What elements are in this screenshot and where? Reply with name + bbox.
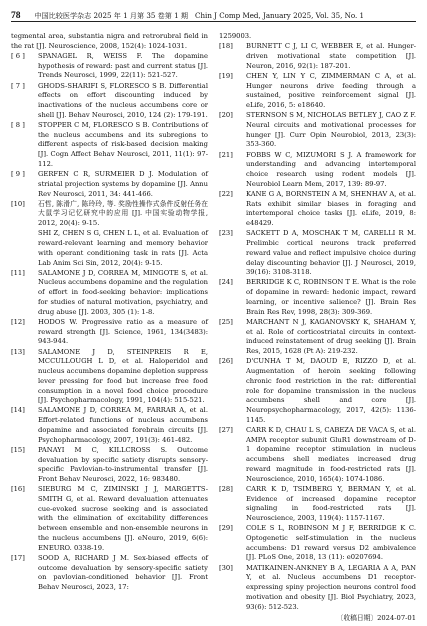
reference-number: [19] xyxy=(219,71,233,80)
reference-number: [27] xyxy=(219,425,233,434)
reference-text: 石哲, 陈滑广, 陈玲玲, 等. 奖励性操作式条件反射任务在大鼠学习记忆研究中的应用 [J]. 中国实验动物学报, 2012, 20(4): 9-15. xyxy=(38,199,208,228)
reference-entry xyxy=(219,318,416,357)
reference-number: [23] xyxy=(219,229,233,238)
reference-text: CHEN Y, LIN Y C, ZIMMERMAN C A, et al. Hunger neurons drive feeding through a sustained, positive reinforcement signal [J]. eLife, 2016, 5: e18640. xyxy=(246,71,416,110)
reference-text: SPANAGEL R, WEISS F. The dopamine hypothesis of reward: past and current status [J]. Trends Neurosci, 1999, 22(11): 521-527. xyxy=(38,51,208,80)
reference-entry xyxy=(219,42,416,71)
reference-entry xyxy=(219,72,416,111)
reference-text: GERFEN C R, SURMEIER D J. Modulation of striatal projection systems by dopamine [J]. Annu Rev Neurosci, 2011, 34: 441-466. xyxy=(38,170,208,198)
reference-entry xyxy=(219,229,416,278)
reference-entry xyxy=(11,446,208,485)
reference-entry xyxy=(11,269,208,318)
references-left-column xyxy=(11,32,208,593)
reference-entry xyxy=(219,111,416,150)
reference-entry xyxy=(219,357,416,425)
reference-number: [16] xyxy=(11,485,25,494)
reference-entry xyxy=(11,200,208,229)
reference-entry xyxy=(11,485,208,553)
page-number: 78 xyxy=(11,11,21,21)
reference-number: [24] xyxy=(219,278,233,287)
reference-text: SALAMONE J D, CORREA M, MINGOTE S, et al. Nucleus accumbens dopamine and the regulation of effort in food-seeking behavior: implications for studies of natural motivation, psychiatry, and drug abuse [J]. 2003, 305 (1): 1-8. xyxy=(38,268,208,316)
reference-list-right xyxy=(219,32,416,612)
reference-text: SALAMONE J D, CORREA M, FARRAR A, et al. Effort-related functions of nucleus accumbens dopamine and associated forebrain circuits [J]. Psychopharmacology, 2007, 191(3): 461-482. xyxy=(38,406,208,444)
reference-entry xyxy=(219,190,416,229)
reference-text: SIEBURG M C, ZIMINSKI J J, MARGETTS-SMITH G, et al. Reward devaluation attenuates cue-evoked sucrose seeking and is associated with the elimination of excitability differences between ensemble and non-ensemble neurons in the nucleus accumbens [J]. eNeuro, 2019, 6(6): ENEURO. 0338-19. xyxy=(38,485,208,552)
reference-number: [ 8 ] xyxy=(11,120,25,129)
reference-text: FOBBS W C, MIZUMORI S J. A framework for understanding and advancing intertemporal choice research using rodent models [J]. Neurobiol Learn Mem, 2017, 139: 89-97. xyxy=(246,150,416,188)
reference-text: MARCHANT N J, KAGANOVSKY K, SHAHAM Y, et al. Role of corticostriatal circuits in context-induced reinstatement of drug seeking [J]. Brain Res, 2015, 1628 (Pt A): 219-232. xyxy=(246,317,416,356)
reference-entry xyxy=(219,32,416,42)
reference-number: [17] xyxy=(11,553,25,562)
reference-text: SOOD A, RICHARD J M. Sex-biased effects of outcome devaluation by sensory-specific satiety on pavlovian-conditioned behavior [J]. Front Behav Neurosci, 2023, 17: xyxy=(38,553,208,592)
reference-text: BURNETT C J, LI C, WEBBER E, et al. Hunger-driven motivational state competition [J]. Neuron, 2016, 92(1): 187-201. xyxy=(246,42,416,70)
reference-text: CARR K D, CHAU L S, CABEZA DE VACA S, et al. AMPA receptor subunit GluR1 downstream of D-1 dopamine receptor stimulation in nucleus accumbens shell mediates increased drug reward magnitude in food-restricted rats [J]. Neuroscience, 2010, 165(4): 1074-1086. xyxy=(246,425,416,483)
reference-number: [22] xyxy=(219,189,233,198)
reference-number: [ 9 ] xyxy=(11,170,25,179)
reference-number: [15] xyxy=(11,445,25,454)
reference-text: tegmental area, substantia nigra and retrorubral field in the rat [J]. Neuroscience, 2008, 152(4): 1024-1031. xyxy=(11,32,208,50)
reference-entry xyxy=(219,426,416,485)
reference-entry xyxy=(11,229,208,268)
reference-entry xyxy=(11,82,208,121)
reference-text: STOPPER C M, FLORESCO S B. Contributions of the nucleus accumbens and its subregions to different aspects of risk-based decision making [J]. Cogn Affect Behav Neurosci, 2011, 11(1): 97-112. xyxy=(38,120,208,168)
reference-number: [ 7 ] xyxy=(11,81,25,90)
reference-number: [ 6 ] xyxy=(11,51,25,60)
reference-number: [10] xyxy=(11,199,25,208)
reference-text: SALAMONE J D, STEINPREIS R E, MCCULLOUGH L D, et al. Haloperidol and nucleus accumbens dopamine depletion suppress lever pressing for food but increase free food consumption in a novel food choice procedure [J]. Psychopharmacology, 1991, 104(4): 515-521. xyxy=(38,347,208,405)
reference-entry xyxy=(11,52,208,81)
reference-entry xyxy=(11,318,208,347)
reference-number: [20] xyxy=(219,111,233,120)
reference-text: SHI Z, CHEN S G, CHEN L L, et al. Evaluation of reward-relevant learning and memory behavior with operant conditioning task in rats [J]. Acta Lab Anim Sci Sin, 2012, 20(4): 9-15. xyxy=(38,229,208,267)
reference-text: GHODS-SHARIFI S, FLORESCO S B. Differential effects on effort discounting induced by inactivations of the nucleus accumbens core or shell [J]. Behav Neurosci, 2010, 124 (2): 179-191. xyxy=(38,81,208,119)
reference-text: KANE G A, BORNSTEIN A M, SHENHAV A, et al. Rats exhibit similar biases in foraging and intertemporal choice tasks [J]. eLife, 2019, 8: e48429. xyxy=(246,189,416,228)
reference-text: MATIKAINEN-ANKNEY B A, LEGARIA A A, PAN Y, et al. Nucleus accumbens D1 receptor-expressing spiny projection neurons control food motivation and obesity [J]. Biol Psychiatry, 2023, 93(6): 512-523. xyxy=(246,563,416,611)
reference-text: 1259003. xyxy=(219,32,252,40)
reference-entry xyxy=(11,32,208,52)
reference-entry xyxy=(11,121,208,170)
running-header xyxy=(11,8,416,22)
reference-entry xyxy=(11,170,208,199)
reference-number: [13] xyxy=(11,347,25,356)
reference-entry xyxy=(11,554,208,593)
reference-entry xyxy=(11,348,208,407)
reference-number: [25] xyxy=(219,317,233,326)
reference-entry xyxy=(219,151,416,190)
reference-text: COLE S L, ROBINSON M J F, BERRIDGE K C. Optogenetic self-stimulation in the nucleus accumbens: D1 reward versus D2 ambivalence [J]. PLoS One, 2018, 13 (11): e0207694. xyxy=(246,524,416,562)
reference-text: PANAYI M C, KILLCROSS S. Outcome devaluation by specific satiety disrupts sensory-specific Pavlovian-to-instrumental transfer [J]. Front Behav Neurosci, 2022, 16: 983480. xyxy=(38,445,208,484)
reference-text: D'CUNHA T M, DAOUD E, RIZZO D, et al. Augmentation of heroin seeking following chronic food restriction in the rat: differential role for dopamine transmission in the nucleus accumbens shell and core [J]. Neuropsychopharmacology, 2017, 42(5): 1136-1145. xyxy=(246,357,416,424)
reference-entry xyxy=(219,278,416,317)
reference-entry xyxy=(11,406,208,445)
reference-text: SACKETT D A, MOSCHAK T M, CARELLI R M. Prelimbic cortical neurons track preferred reward value and reflect impulsive choice during delay discounting behavior [J]. J Neurosci, 2019, 39(16): 3108-3118. xyxy=(246,229,416,277)
reference-text: BERRIDGE K C, ROBINSON T E. What is the role of dopamine in reward: hedonic impact, reward learning, or incentive salience? [J]. Brain Res Brain Res Rev, 1998, 28(3): 309-369. xyxy=(246,278,416,316)
received-date: 〔收稿日期〕2024-07-01 xyxy=(336,613,416,622)
references-right-column xyxy=(219,32,416,623)
reference-number: [12] xyxy=(11,317,25,326)
reference-entry xyxy=(219,564,416,613)
reference-entry xyxy=(219,485,416,524)
reference-entry xyxy=(219,524,416,563)
reference-number: [18] xyxy=(219,42,233,51)
reference-number: [29] xyxy=(219,524,233,533)
journal-citation-line: 中国比较医学杂志 2025 年 1 月第 35 卷第 1 期 Chin J Comp Med, January 2025, Vol. 35, No. 1 xyxy=(34,11,365,20)
reference-number: [26] xyxy=(219,357,233,366)
reference-number: [30] xyxy=(219,563,233,572)
reference-number: [21] xyxy=(219,150,233,159)
reference-number: [28] xyxy=(219,484,233,493)
reference-number: [11] xyxy=(11,268,25,277)
reference-text: CARR K D, TSIMBERG Y, BERMAN Y, et al. Evidence of increased dopamine receptor signaling in food-restricted rats [J]. Neuroscience, 2003, 119(4): 1157-1167. xyxy=(246,484,416,523)
reference-number: [14] xyxy=(11,406,25,415)
reference-text: STERNSON S M, NICHOLAS BETLEY J, CAO Z F. Neural circuits and motivational processes for hunger [J]. Curr Opin Neurobiol, 2013, 23(3): 353-360. xyxy=(246,111,416,149)
reference-text: HODOS W. Progressive ratio as a measure of reward strength [J]. Science, 1961, 134(3483): 943-944. xyxy=(38,317,208,346)
